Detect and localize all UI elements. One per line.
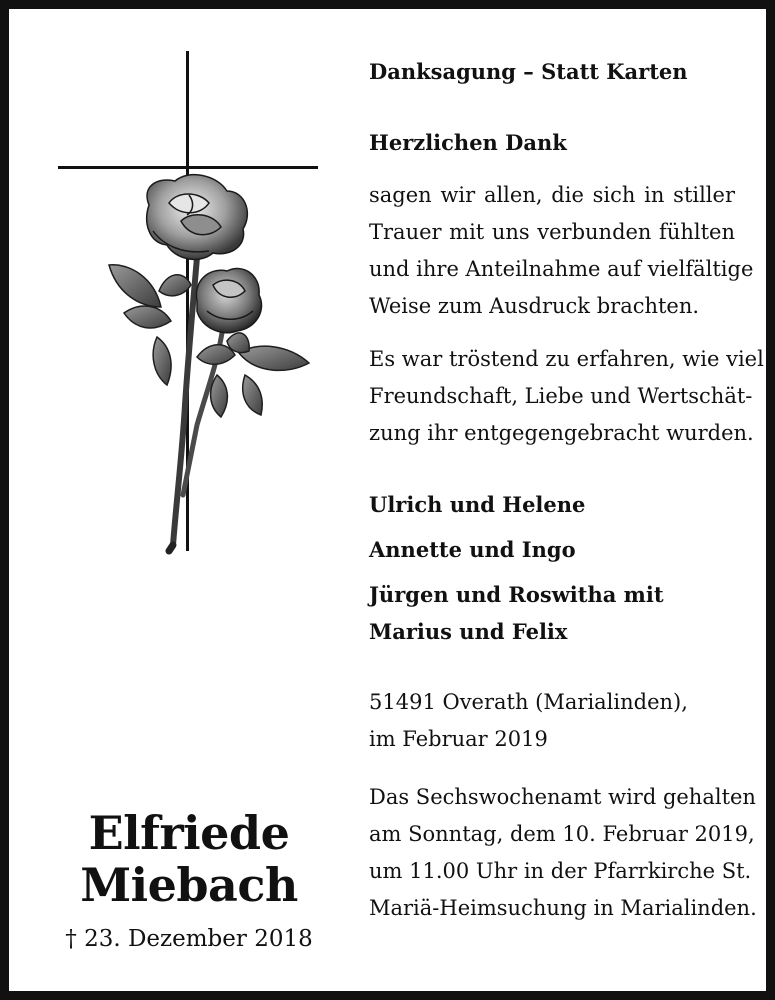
- paragraph-line: Trauer mit uns verbunden fühlten: [369, 220, 735, 244]
- paragraph-line: zung ihr entgegengebracht wurden.: [369, 421, 754, 445]
- paragraph-line: Freundschaft, Liebe und Wertschät-: [369, 384, 753, 408]
- thanks-heading: Herzlichen Dank: [369, 130, 567, 155]
- family-line: Annette und Ingo: [369, 537, 576, 562]
- paragraph-line: sagen wir allen, die sich in stiller: [369, 183, 735, 207]
- paragraph-line: Weise zum Ausdruck brachten.: [369, 294, 700, 318]
- service-line: Das Sechswochenamt wird gehalten: [369, 785, 756, 809]
- comfort-paragraph: [369, 341, 764, 452]
- paragraph-line: und ihre Anteilnahme auf vielfältige: [369, 257, 754, 281]
- notice-header: Danksagung – Statt Karten: [369, 59, 688, 84]
- family-names: [369, 486, 735, 650]
- service-line: um 11.00 Uhr in der Pfarrkirche St.: [369, 859, 752, 883]
- death-date: † 23. Dezember 2018: [65, 926, 313, 952]
- family-line: Jürgen und Roswitha mit: [369, 582, 664, 607]
- rose-icon: [196, 268, 261, 332]
- service-info: [369, 779, 757, 927]
- thanks-paragraph: [369, 177, 754, 325]
- thank-you-text: [369, 53, 764, 927]
- family-line: Marius und Felix: [369, 619, 568, 644]
- deceased-first-name: Elfriede: [88, 806, 290, 860]
- date-line: im Februar 2019: [369, 727, 548, 751]
- service-line: Mariä-Heimsuchung in Marialinden.: [369, 896, 757, 920]
- family-line: Ulrich und Helene: [369, 492, 586, 517]
- cross-with-roses-illustration: [49, 45, 329, 565]
- place-line: 51491 Overath (Marialinden),: [369, 690, 688, 714]
- deceased-last-name: Miebach: [80, 858, 298, 912]
- service-line: am Sonntag, dem 10. Februar 2019,: [369, 822, 755, 846]
- deceased-block: [39, 807, 339, 953]
- place-and-date: [369, 684, 735, 758]
- rose-icon: [147, 175, 248, 260]
- paragraph-line: Es war tröstend zu erfahren, wie viel: [369, 347, 764, 371]
